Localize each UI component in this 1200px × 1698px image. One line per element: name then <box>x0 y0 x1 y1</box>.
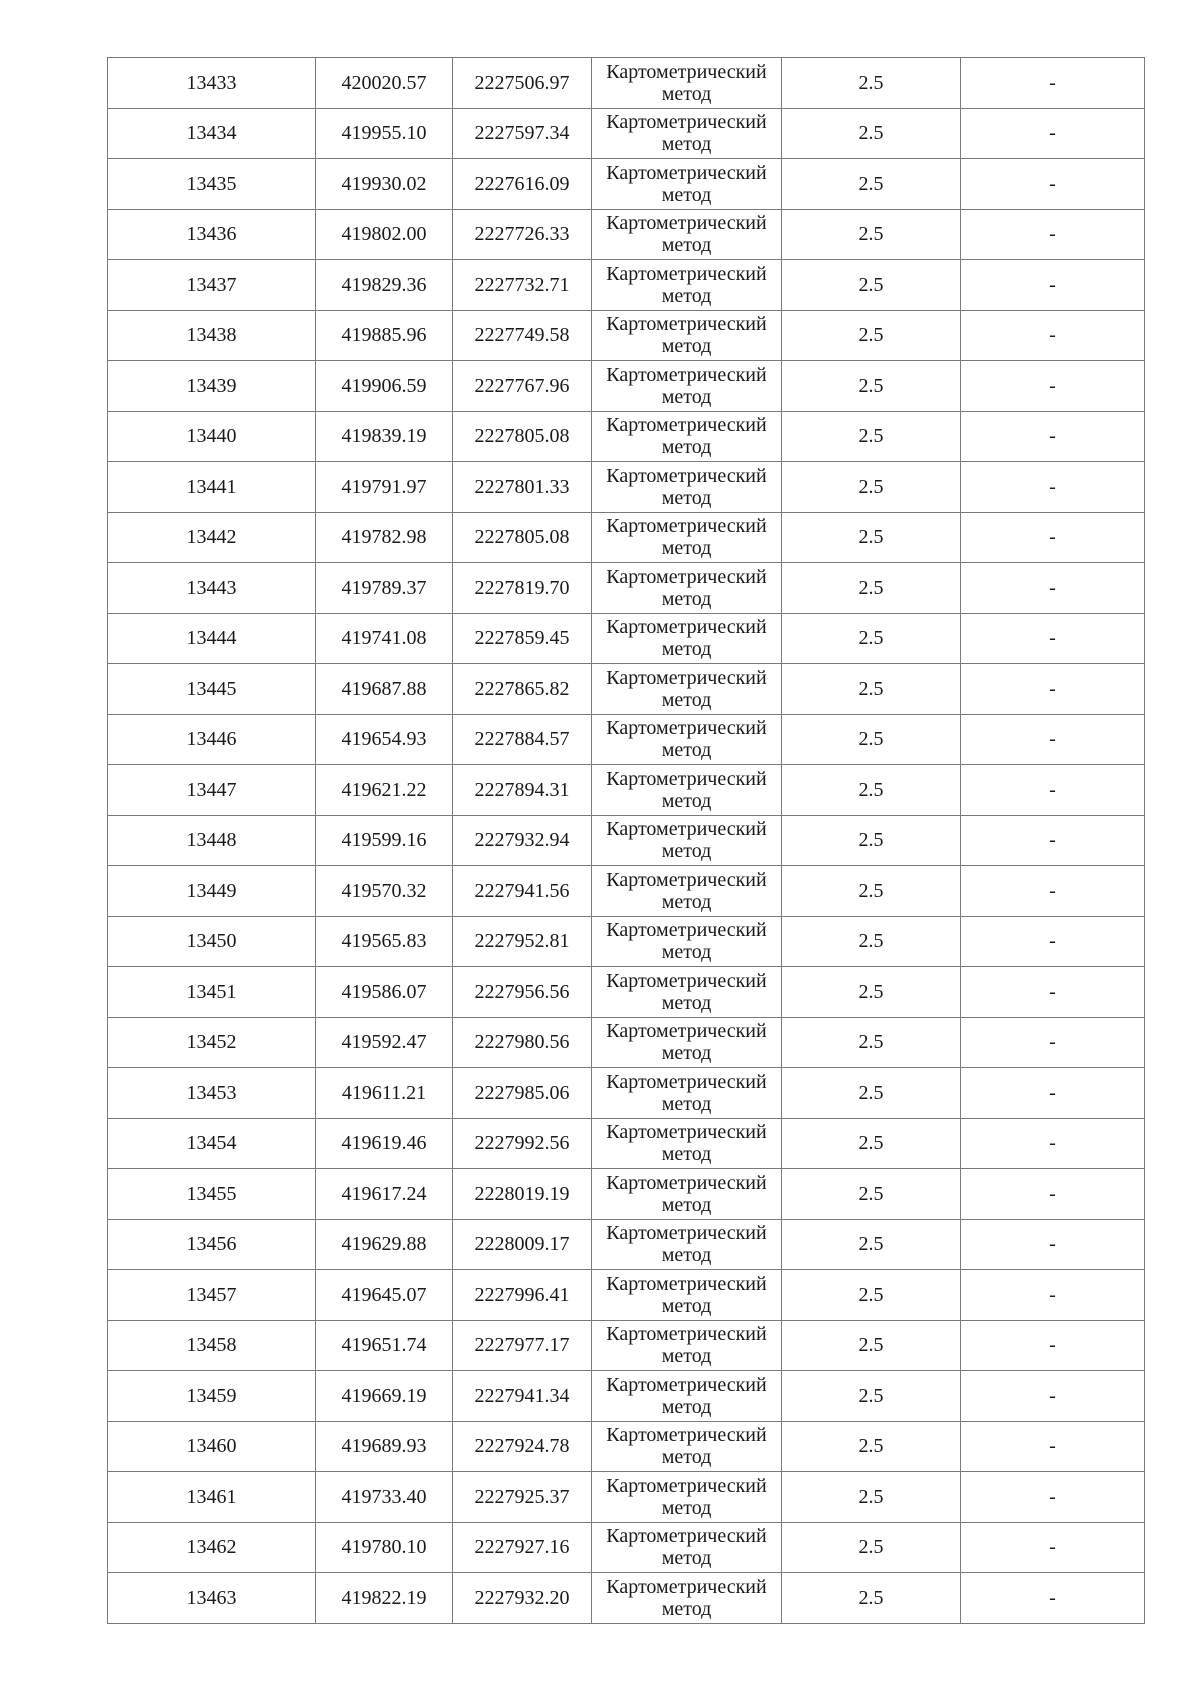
x-coordinate-cell: 419629.88 <box>316 1219 453 1270</box>
y-coordinate-cell: 2227749.58 <box>453 310 592 361</box>
y-coordinate-cell: 2227767.96 <box>453 361 592 412</box>
method-line-1: Картометрический <box>606 1323 767 1346</box>
accuracy-cell: 2.5 <box>782 1169 961 1220</box>
note-cell: - <box>961 664 1145 715</box>
method-cell <box>592 260 782 311</box>
note-cell: - <box>961 1169 1145 1220</box>
point-number-cell: 13445 <box>108 664 316 715</box>
accuracy-cell: 2.5 <box>782 1118 961 1169</box>
accuracy-cell: 2.5 <box>782 159 961 210</box>
y-coordinate-cell: 2227616.09 <box>453 159 592 210</box>
method-line-1: Картометрический <box>606 868 767 891</box>
method-line-1: Картометрический <box>606 1272 767 1295</box>
method-line-2: метод <box>661 1092 712 1115</box>
point-number-cell: 13446 <box>108 714 316 765</box>
method-line-2: метод <box>661 1496 712 1519</box>
y-coordinate-cell: 2227941.34 <box>453 1371 592 1422</box>
method-line-2: метод <box>661 1042 712 1065</box>
method-line-1: Картометрический <box>606 1575 767 1598</box>
table-row <box>108 462 1145 513</box>
table-row <box>108 967 1145 1018</box>
table-row <box>108 361 1145 412</box>
method-line-2: метод <box>661 840 712 863</box>
method-line-2: метод <box>661 1294 712 1317</box>
x-coordinate-cell: 419930.02 <box>316 159 453 210</box>
accuracy-cell: 2.5 <box>782 1573 961 1624</box>
method-line-2: метод <box>661 1143 712 1166</box>
method-line-2: метод <box>661 739 712 762</box>
y-coordinate-cell: 2227925.37 <box>453 1472 592 1523</box>
note-cell: - <box>961 1522 1145 1573</box>
accuracy-cell: 2.5 <box>782 361 961 412</box>
method-line-1: Картометрический <box>606 1373 767 1396</box>
y-coordinate-cell: 2227819.70 <box>453 563 592 614</box>
table-row <box>108 1118 1145 1169</box>
accuracy-cell: 2.5 <box>782 411 961 462</box>
method-line-1: Картометрический <box>606 1525 767 1548</box>
method-line-1: Картометрический <box>606 262 767 285</box>
method-line-1: Картометрический <box>606 1020 767 1043</box>
x-coordinate-cell: 419955.10 <box>316 108 453 159</box>
method-line-1: Картометрический <box>606 60 767 83</box>
point-number-cell: 13434 <box>108 108 316 159</box>
y-coordinate-cell: 2227884.57 <box>453 714 592 765</box>
note-cell: - <box>961 1118 1145 1169</box>
table-row <box>108 815 1145 866</box>
method-line-2: метод <box>661 1547 712 1570</box>
method-cell <box>592 1472 782 1523</box>
point-number-cell: 13437 <box>108 260 316 311</box>
method-line-1: Картометрический <box>606 565 767 588</box>
method-line-1: Картометрический <box>606 464 767 487</box>
x-coordinate-cell: 419789.37 <box>316 563 453 614</box>
y-coordinate-cell: 2227927.16 <box>453 1522 592 1573</box>
method-cell <box>592 1068 782 1119</box>
point-number-cell: 13444 <box>108 613 316 664</box>
note-cell: - <box>961 613 1145 664</box>
method-line-2: метод <box>661 890 712 913</box>
table-row <box>108 1017 1145 1068</box>
method-cell <box>592 1169 782 1220</box>
accuracy-cell: 2.5 <box>782 1522 961 1573</box>
point-number-cell: 13456 <box>108 1219 316 1270</box>
table-row <box>108 1320 1145 1371</box>
y-coordinate-cell: 2227977.17 <box>453 1320 592 1371</box>
method-line-1: Картометрический <box>606 969 767 992</box>
method-cell <box>592 613 782 664</box>
note-cell: - <box>961 159 1145 210</box>
point-number-cell: 13441 <box>108 462 316 513</box>
x-coordinate-cell: 419611.21 <box>316 1068 453 1119</box>
y-coordinate-cell: 2227980.56 <box>453 1017 592 1068</box>
note-cell: - <box>961 58 1145 109</box>
coordinates-table-body <box>108 58 1145 1624</box>
method-cell <box>592 361 782 412</box>
point-number-cell: 13433 <box>108 58 316 109</box>
method-line-2: метод <box>661 486 712 509</box>
method-line-1: Картометрический <box>606 363 767 386</box>
note-cell: - <box>961 1573 1145 1624</box>
accuracy-cell: 2.5 <box>782 310 961 361</box>
y-coordinate-cell: 2227894.31 <box>453 765 592 816</box>
point-number-cell: 13461 <box>108 1472 316 1523</box>
point-number-cell: 13459 <box>108 1371 316 1422</box>
method-cell <box>592 866 782 917</box>
y-coordinate-cell: 2227932.94 <box>453 815 592 866</box>
y-coordinate-cell: 2228009.17 <box>453 1219 592 1270</box>
x-coordinate-cell: 419645.07 <box>316 1270 453 1321</box>
accuracy-cell: 2.5 <box>782 1068 961 1119</box>
x-coordinate-cell: 419669.19 <box>316 1371 453 1422</box>
y-coordinate-cell: 2227865.82 <box>453 664 592 715</box>
accuracy-cell: 2.5 <box>782 563 961 614</box>
x-coordinate-cell: 419733.40 <box>316 1472 453 1523</box>
method-line-1: Картометрический <box>606 1171 767 1194</box>
method-line-1: Картометрический <box>606 717 767 740</box>
accuracy-cell: 2.5 <box>782 1421 961 1472</box>
method-cell <box>592 310 782 361</box>
table-row <box>108 1068 1145 1119</box>
method-line-2: метод <box>661 436 712 459</box>
y-coordinate-cell: 2227805.08 <box>453 411 592 462</box>
table-row <box>108 260 1145 311</box>
point-number-cell: 13449 <box>108 866 316 917</box>
method-cell <box>592 1219 782 1270</box>
table-row <box>108 58 1145 109</box>
accuracy-cell: 2.5 <box>782 209 961 260</box>
table-row <box>108 209 1145 260</box>
note-cell: - <box>961 866 1145 917</box>
point-number-cell: 13463 <box>108 1573 316 1624</box>
table-row <box>108 1371 1145 1422</box>
accuracy-cell: 2.5 <box>782 765 961 816</box>
x-coordinate-cell: 419906.59 <box>316 361 453 412</box>
method-line-2: метод <box>661 183 712 206</box>
method-cell <box>592 1320 782 1371</box>
x-coordinate-cell: 419599.16 <box>316 815 453 866</box>
x-coordinate-cell: 419782.98 <box>316 512 453 563</box>
method-cell <box>592 815 782 866</box>
x-coordinate-cell: 419621.22 <box>316 765 453 816</box>
point-number-cell: 13443 <box>108 563 316 614</box>
accuracy-cell: 2.5 <box>782 512 961 563</box>
method-line-2: метод <box>661 1446 712 1469</box>
table-row <box>108 1169 1145 1220</box>
point-number-cell: 13435 <box>108 159 316 210</box>
x-coordinate-cell: 419829.36 <box>316 260 453 311</box>
method-cell <box>592 563 782 614</box>
method-cell <box>592 58 782 109</box>
note-cell: - <box>961 1219 1145 1270</box>
accuracy-cell: 2.5 <box>782 1320 961 1371</box>
y-coordinate-cell: 2227992.56 <box>453 1118 592 1169</box>
accuracy-cell: 2.5 <box>782 664 961 715</box>
note-cell: - <box>961 714 1145 765</box>
method-cell <box>592 1017 782 1068</box>
point-number-cell: 13440 <box>108 411 316 462</box>
method-line-2: метод <box>661 82 712 105</box>
method-cell <box>592 209 782 260</box>
method-line-2: метод <box>661 1244 712 1267</box>
method-line-1: Картометрический <box>606 1121 767 1144</box>
y-coordinate-cell: 2227726.33 <box>453 209 592 260</box>
method-line-1: Картометрический <box>606 212 767 235</box>
table-row <box>108 714 1145 765</box>
point-number-cell: 13455 <box>108 1169 316 1220</box>
y-coordinate-cell: 2227924.78 <box>453 1421 592 1472</box>
accuracy-cell: 2.5 <box>782 1472 961 1523</box>
x-coordinate-cell: 419689.93 <box>316 1421 453 1472</box>
y-coordinate-cell: 2228019.19 <box>453 1169 592 1220</box>
table-row <box>108 765 1145 816</box>
y-coordinate-cell: 2227801.33 <box>453 462 592 513</box>
method-line-2: метод <box>661 385 712 408</box>
method-line-1: Картометрический <box>606 1474 767 1497</box>
method-line-2: метод <box>661 1597 712 1620</box>
method-line-2: метод <box>661 284 712 307</box>
method-line-2: метод <box>661 234 712 257</box>
method-cell <box>592 1371 782 1422</box>
table-row <box>108 512 1145 563</box>
method-cell <box>592 1421 782 1472</box>
table-row <box>108 108 1145 159</box>
x-coordinate-cell: 419687.88 <box>316 664 453 715</box>
accuracy-cell: 2.5 <box>782 815 961 866</box>
table-row <box>108 866 1145 917</box>
method-line-2: метод <box>661 335 712 358</box>
x-coordinate-cell: 419565.83 <box>316 916 453 967</box>
note-cell: - <box>961 108 1145 159</box>
note-cell: - <box>961 765 1145 816</box>
method-line-1: Картометрический <box>606 818 767 841</box>
method-line-2: метод <box>661 638 712 661</box>
x-coordinate-cell: 420020.57 <box>316 58 453 109</box>
note-cell: - <box>961 1017 1145 1068</box>
note-cell: - <box>961 916 1145 967</box>
table-row <box>108 563 1145 614</box>
point-number-cell: 13438 <box>108 310 316 361</box>
table-row <box>108 159 1145 210</box>
y-coordinate-cell: 2227597.34 <box>453 108 592 159</box>
point-number-cell: 13448 <box>108 815 316 866</box>
x-coordinate-cell: 419592.47 <box>316 1017 453 1068</box>
x-coordinate-cell: 419570.32 <box>316 866 453 917</box>
method-cell <box>592 108 782 159</box>
point-number-cell: 13460 <box>108 1421 316 1472</box>
accuracy-cell: 2.5 <box>782 967 961 1018</box>
method-line-1: Картометрический <box>606 1222 767 1245</box>
method-line-1: Картометрический <box>606 1424 767 1447</box>
method-cell <box>592 1522 782 1573</box>
method-cell <box>592 1118 782 1169</box>
table-row <box>108 310 1145 361</box>
method-cell <box>592 411 782 462</box>
y-coordinate-cell: 2227932.20 <box>453 1573 592 1624</box>
point-number-cell: 13439 <box>108 361 316 412</box>
y-coordinate-cell: 2227985.06 <box>453 1068 592 1119</box>
method-cell <box>592 512 782 563</box>
note-cell: - <box>961 815 1145 866</box>
method-line-1: Картометрический <box>606 616 767 639</box>
method-cell <box>592 1270 782 1321</box>
point-number-cell: 13447 <box>108 765 316 816</box>
accuracy-cell: 2.5 <box>782 462 961 513</box>
point-number-cell: 13442 <box>108 512 316 563</box>
y-coordinate-cell: 2227859.45 <box>453 613 592 664</box>
method-line-2: метод <box>661 133 712 156</box>
accuracy-cell: 2.5 <box>782 58 961 109</box>
point-number-cell: 13457 <box>108 1270 316 1321</box>
point-number-cell: 13462 <box>108 1522 316 1573</box>
method-line-1: Картометрический <box>606 767 767 790</box>
method-line-1: Картометрический <box>606 666 767 689</box>
x-coordinate-cell: 419654.93 <box>316 714 453 765</box>
method-cell <box>592 664 782 715</box>
accuracy-cell: 2.5 <box>782 1017 961 1068</box>
method-line-2: метод <box>661 537 712 560</box>
point-number-cell: 13451 <box>108 967 316 1018</box>
method-line-2: метод <box>661 1345 712 1368</box>
y-coordinate-cell: 2227732.71 <box>453 260 592 311</box>
method-line-2: метод <box>661 789 712 812</box>
method-cell <box>592 159 782 210</box>
table-row <box>108 916 1145 967</box>
note-cell: - <box>961 1421 1145 1472</box>
note-cell: - <box>961 1472 1145 1523</box>
note-cell: - <box>961 209 1145 260</box>
note-cell: - <box>961 563 1145 614</box>
method-line-2: метод <box>661 1395 712 1418</box>
x-coordinate-cell: 419839.19 <box>316 411 453 462</box>
x-coordinate-cell: 419802.00 <box>316 209 453 260</box>
method-line-1: Картометрический <box>606 515 767 538</box>
accuracy-cell: 2.5 <box>782 1219 961 1270</box>
note-cell: - <box>961 361 1145 412</box>
method-cell <box>592 765 782 816</box>
accuracy-cell: 2.5 <box>782 260 961 311</box>
method-cell <box>592 1573 782 1624</box>
method-cell <box>592 714 782 765</box>
method-line-2: метод <box>661 941 712 964</box>
method-line-1: Картометрический <box>606 919 767 942</box>
table-row <box>108 1522 1145 1573</box>
accuracy-cell: 2.5 <box>782 714 961 765</box>
table-row <box>108 1270 1145 1321</box>
method-line-1: Картометрический <box>606 414 767 437</box>
x-coordinate-cell: 419822.19 <box>316 1573 453 1624</box>
x-coordinate-cell: 419791.97 <box>316 462 453 513</box>
accuracy-cell: 2.5 <box>782 866 961 917</box>
note-cell: - <box>961 967 1145 1018</box>
coordinates-table <box>107 57 1145 1624</box>
accuracy-cell: 2.5 <box>782 1371 961 1422</box>
table-row <box>108 1573 1145 1624</box>
method-line-2: метод <box>661 688 712 711</box>
y-coordinate-cell: 2227506.97 <box>453 58 592 109</box>
accuracy-cell: 2.5 <box>782 1270 961 1321</box>
table-row <box>108 613 1145 664</box>
x-coordinate-cell: 419651.74 <box>316 1320 453 1371</box>
method-line-1: Картометрический <box>606 161 767 184</box>
y-coordinate-cell: 2227956.56 <box>453 967 592 1018</box>
method-line-2: метод <box>661 991 712 1014</box>
x-coordinate-cell: 419619.46 <box>316 1118 453 1169</box>
note-cell: - <box>961 1068 1145 1119</box>
method-line-2: метод <box>661 1193 712 1216</box>
y-coordinate-cell: 2227952.81 <box>453 916 592 967</box>
accuracy-cell: 2.5 <box>782 613 961 664</box>
method-line-1: Картометрический <box>606 1070 767 1093</box>
table-row <box>108 1421 1145 1472</box>
method-cell <box>592 967 782 1018</box>
table-row <box>108 664 1145 715</box>
x-coordinate-cell: 419885.96 <box>316 310 453 361</box>
point-number-cell: 13453 <box>108 1068 316 1119</box>
note-cell: - <box>961 411 1145 462</box>
table-row <box>108 411 1145 462</box>
note-cell: - <box>961 260 1145 311</box>
point-number-cell: 13450 <box>108 916 316 967</box>
point-number-cell: 13458 <box>108 1320 316 1371</box>
x-coordinate-cell: 419780.10 <box>316 1522 453 1573</box>
note-cell: - <box>961 462 1145 513</box>
accuracy-cell: 2.5 <box>782 108 961 159</box>
table-row <box>108 1219 1145 1270</box>
method-cell <box>592 462 782 513</box>
x-coordinate-cell: 419617.24 <box>316 1169 453 1220</box>
note-cell: - <box>961 512 1145 563</box>
method-line-1: Картометрический <box>606 111 767 134</box>
y-coordinate-cell: 2227941.56 <box>453 866 592 917</box>
point-number-cell: 13436 <box>108 209 316 260</box>
note-cell: - <box>961 1320 1145 1371</box>
x-coordinate-cell: 419586.07 <box>316 967 453 1018</box>
point-number-cell: 13452 <box>108 1017 316 1068</box>
note-cell: - <box>961 1371 1145 1422</box>
accuracy-cell: 2.5 <box>782 916 961 967</box>
method-cell <box>592 916 782 967</box>
y-coordinate-cell: 2227996.41 <box>453 1270 592 1321</box>
note-cell: - <box>961 310 1145 361</box>
method-line-2: метод <box>661 587 712 610</box>
y-coordinate-cell: 2227805.08 <box>453 512 592 563</box>
point-number-cell: 13454 <box>108 1118 316 1169</box>
table-row <box>108 1472 1145 1523</box>
note-cell: - <box>961 1270 1145 1321</box>
x-coordinate-cell: 419741.08 <box>316 613 453 664</box>
method-line-1: Картометрический <box>606 313 767 336</box>
